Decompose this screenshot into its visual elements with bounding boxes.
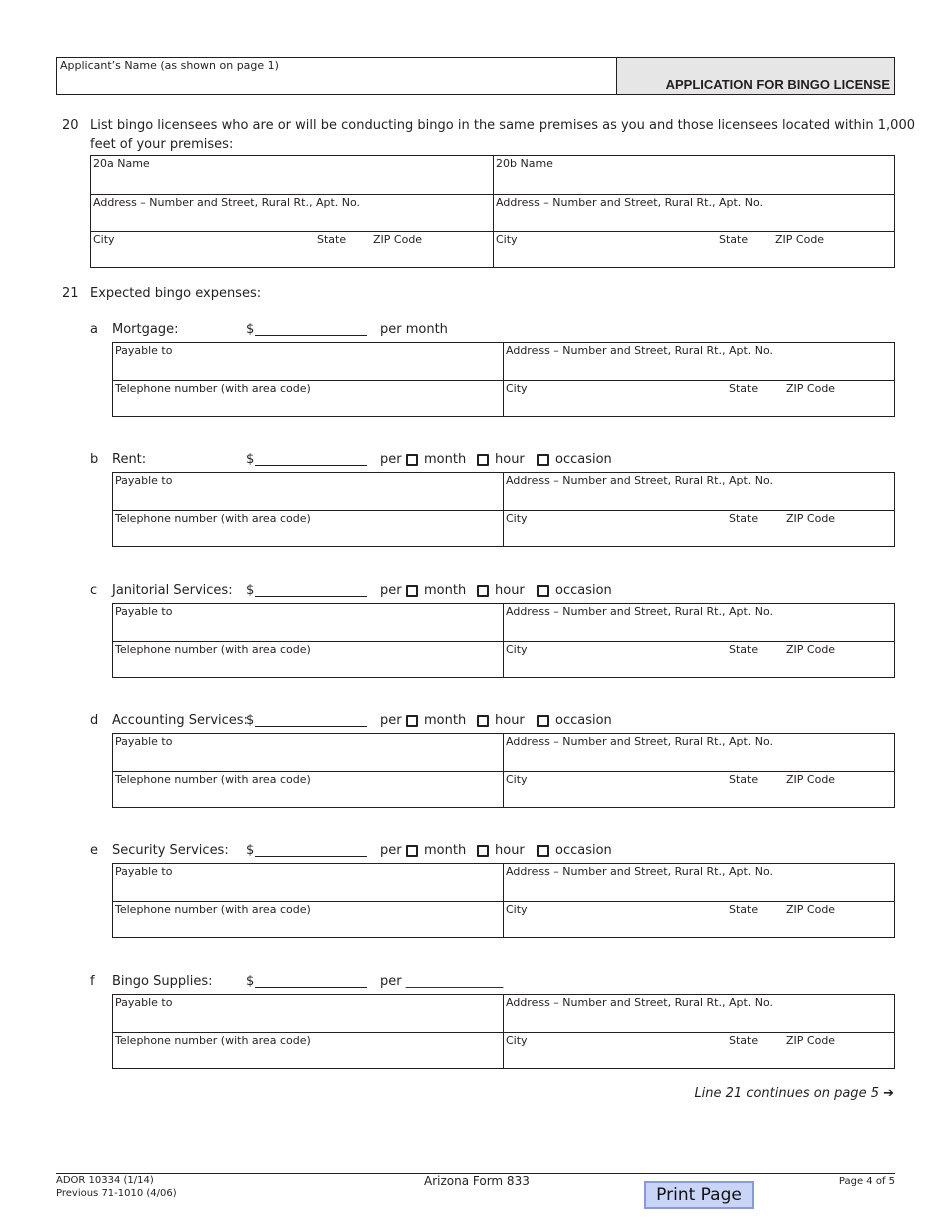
occasion-checkbox[interactable] (537, 845, 549, 857)
city-label: City (506, 1034, 528, 1047)
amount-field[interactable] (255, 335, 367, 336)
zip-label: ZIP Code (786, 382, 836, 395)
expense-letter: c (90, 583, 98, 598)
amount-field[interactable] (255, 465, 367, 466)
amount-field[interactable] (255, 856, 367, 857)
payable-to-label: Payable to (115, 605, 173, 618)
payable-to-label: Payable to (115, 735, 173, 748)
hour-label: hour (495, 713, 525, 728)
address-label: Address – Number and Street, Rural Rt., Apt. No. (506, 474, 774, 487)
expense-label: Janitorial Services: (112, 583, 233, 598)
phone-label: Telephone number (with area code) (115, 643, 311, 656)
form-title: APPLICATION FOR BINGO LICENSE (665, 77, 890, 92)
state-label: State (729, 1034, 759, 1047)
payee-row[interactable] (113, 995, 894, 1032)
expense-label: Mortgage: (112, 322, 179, 337)
hour-label: hour (495, 452, 525, 467)
dollar-sign: $ (246, 583, 255, 598)
phone-label: Telephone number (with area code) (115, 512, 311, 525)
month-checkbox[interactable] (406, 454, 418, 466)
q21-text: Expected bingo expenses: (90, 286, 262, 301)
q20a-address-label: Address – Number and Street, Rural Rt., Apt. No. (93, 196, 361, 209)
phone-label: Telephone number (with area code) (115, 773, 311, 786)
month-label: month (424, 713, 467, 728)
payee-row[interactable] (113, 343, 894, 380)
month-checkbox[interactable] (406, 585, 418, 597)
month-checkbox[interactable] (406, 715, 418, 727)
expense-letter: a (90, 322, 98, 337)
city-label: City (506, 512, 528, 525)
previous-form-code: Previous 71-1010 (4/06) (56, 1188, 177, 1199)
expense-letter: f (90, 974, 95, 989)
hour-checkbox[interactable] (477, 454, 489, 466)
payable-to-label: Payable to (115, 474, 173, 487)
payee-row[interactable] (113, 604, 894, 641)
occasion-label: occasion (555, 843, 612, 858)
address-label: Address – Number and Street, Rural Rt., Apt. No. (506, 344, 774, 357)
payable-to-label: Payable to (115, 344, 173, 357)
q20-text-line1: List bingo licensees who are or will be conducting bingo in the same premises as you and those licensees located within 1,000 (90, 118, 915, 133)
continues-note: Line 21 continues on page 5 ➔ (694, 1086, 894, 1101)
address-label: Address – Number and Street, Rural Rt., Apt. No. (506, 865, 774, 878)
month-label: month (424, 583, 467, 598)
dollar-sign: $ (246, 322, 255, 337)
expense-letter: d (90, 713, 99, 728)
q20-name-row[interactable] (91, 156, 894, 194)
q20b-address-label: Address – Number and Street, Rural Rt., Apt. No. (496, 196, 764, 209)
amount-field[interactable] (255, 726, 367, 727)
applicant-name-field[interactable] (56, 57, 616, 95)
q20a-zip-label: ZIP Code (373, 233, 423, 246)
page-number: Page 4 of 5 (838, 1176, 895, 1187)
phone-city-row[interactable] (113, 771, 894, 808)
payable-to-label: Payable to (115, 865, 173, 878)
address-label: Address – Number and Street, Rural Rt., Apt. No. (506, 605, 774, 618)
q20a-name-label: 20a Name (93, 157, 150, 170)
applicant-name-label: Applicant’s Name (as shown on page 1) (60, 59, 279, 72)
q21-number: 21 (62, 286, 79, 301)
address-label: Address – Number and Street, Rural Rt., Apt. No. (506, 996, 774, 1009)
q20b-name-label: 20b Name (496, 157, 553, 170)
q20-address-row[interactable] (91, 194, 894, 231)
expense-label: Rent: (112, 452, 147, 467)
occasion-checkbox[interactable] (537, 715, 549, 727)
zip-label: ZIP Code (786, 1034, 836, 1047)
payee-table (112, 994, 895, 1069)
hour-label: hour (495, 843, 525, 858)
zip-label: ZIP Code (786, 643, 836, 656)
q20-licensee-table (90, 155, 895, 268)
q20-number: 20 (62, 118, 79, 133)
payable-to-label: Payable to (115, 996, 173, 1009)
month-label: month (424, 452, 467, 467)
hour-checkbox[interactable] (477, 845, 489, 857)
occasion-label: occasion (555, 452, 612, 467)
expense-label: Security Services: (112, 843, 229, 858)
city-label: City (506, 382, 528, 395)
q20-text (90, 116, 915, 154)
q20a-state-label: State (317, 233, 347, 246)
phone-city-row[interactable] (113, 510, 894, 547)
q20-text-line2: feet of your premises: (90, 137, 234, 152)
form-name: Arizona Form 833 (424, 1174, 530, 1188)
per-text: per (380, 843, 402, 858)
state-label: State (729, 643, 759, 656)
payee-row[interactable] (113, 864, 894, 901)
phone-label: Telephone number (with area code) (115, 1034, 311, 1047)
expense-letter: b (90, 452, 99, 467)
payee-row[interactable] (113, 473, 894, 510)
occasion-checkbox[interactable] (537, 585, 549, 597)
state-label: State (729, 903, 759, 916)
expense-letter: e (90, 843, 98, 858)
payee-table (112, 863, 895, 938)
payee-table (112, 733, 895, 808)
q20a-city-label: City (93, 233, 115, 246)
dollar-sign: $ (246, 843, 255, 858)
phone-label: Telephone number (with area code) (115, 903, 311, 916)
per-text: per (380, 583, 402, 598)
form-code: ADOR 10334 (1/14) (56, 1175, 154, 1186)
phone-city-row[interactable] (113, 380, 894, 417)
form-title-box (616, 57, 895, 95)
q20b-state-label: State (719, 233, 749, 246)
month-checkbox[interactable] (406, 845, 418, 857)
payee-table (112, 603, 895, 678)
hour-checkbox[interactable] (477, 715, 489, 727)
per-text: per (380, 713, 402, 728)
payee-table (112, 342, 895, 417)
occasion-checkbox[interactable] (537, 454, 549, 466)
q20b-zip-label: ZIP Code (775, 233, 825, 246)
occasion-label: occasion (555, 583, 612, 598)
per-month-text: per month (380, 322, 448, 337)
city-label: City (506, 643, 528, 656)
expense-label: Bingo Supplies: (112, 974, 213, 989)
state-label: State (729, 512, 759, 525)
month-label: month (424, 843, 467, 858)
q20-city-row[interactable] (91, 231, 894, 268)
per-blank-text[interactable]: per _______________ (380, 974, 504, 989)
per-text: per (380, 452, 402, 467)
payee-table (112, 472, 895, 547)
payee-row[interactable] (113, 734, 894, 771)
amount-field[interactable] (255, 987, 367, 988)
hour-label: hour (495, 583, 525, 598)
dollar-sign: $ (246, 713, 255, 728)
state-label: State (729, 773, 759, 786)
hour-checkbox[interactable] (477, 585, 489, 597)
zip-label: ZIP Code (786, 903, 836, 916)
phone-city-row[interactable] (113, 901, 894, 938)
phone-label: Telephone number (with area code) (115, 382, 311, 395)
phone-city-row[interactable] (113, 1032, 894, 1069)
address-label: Address – Number and Street, Rural Rt., Apt. No. (506, 735, 774, 748)
city-label: City (506, 903, 528, 916)
phone-city-row[interactable] (113, 641, 894, 678)
dollar-sign: $ (246, 452, 255, 467)
zip-label: ZIP Code (786, 773, 836, 786)
expense-label: Accounting Services: (112, 713, 248, 728)
q20b-city-label: City (496, 233, 518, 246)
dollar-sign: $ (246, 974, 255, 989)
occasion-label: occasion (555, 713, 612, 728)
zip-label: ZIP Code (786, 512, 836, 525)
state-label: State (729, 382, 759, 395)
amount-field[interactable] (255, 596, 367, 597)
print-page-button[interactable]: Print Page (644, 1181, 754, 1209)
city-label: City (506, 773, 528, 786)
